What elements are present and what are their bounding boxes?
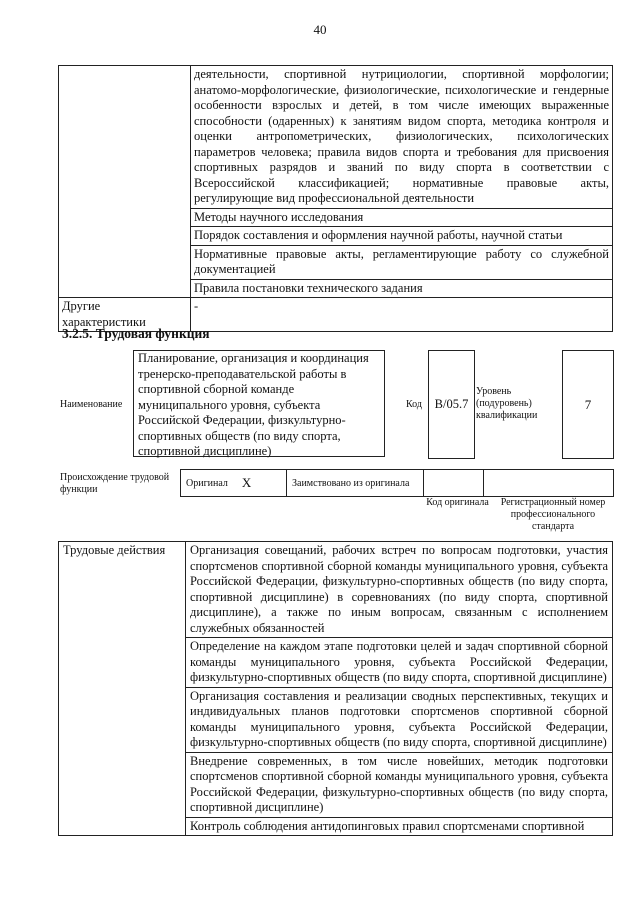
labor-action-item: Определение на каждом этапе подготовки целей и задач спортивной сборной команды муниципального уровня, субъекта Российской Федерации, физкультурно-спортивных обществ (по виду спорта, спортивной дисциплине)	[186, 638, 613, 688]
origin-label: Происхождение трудовой функции	[60, 472, 170, 495]
original-mark: X	[241, 475, 252, 490]
labor-action-item: Организация составления и реализации сводных перспективных, текущих и индивидуальных планов подготовки спортсменов спортивной сборной команды муниципального уровня, субъекта Российской Федерации, физкультурно-спортивных обществ (по виду спорта, спортивной дисциплине)	[186, 687, 613, 752]
code-value: B/05.7	[428, 350, 475, 459]
knowledge-label-cell	[59, 66, 191, 298]
knowledge-cell: Методы научного исследования	[191, 208, 613, 227]
knowledge-cell: Порядок составления и оформления научной работы, научной статьи	[191, 227, 613, 246]
code-label: Код	[406, 399, 422, 410]
labor-actions-table	[58, 541, 613, 836]
labor-action-item: Организация совещаний, рабочих встреч по вопросам подготовки, участия спортсменов спортивной сборной команды муниципального уровня, субъекта Российской Федерации, физкультурно-спортивных обществ (по виду спорта, спортивной дисциплине) в соревнованиях (по виду спорта, спортивной дисциплине), а также по иным вопросам, связанным с исполнением служебных обязанностей	[186, 542, 613, 638]
level-label: Уровень (подуровень) квалификации	[476, 386, 538, 421]
section-heading: 3.2.5. Трудовая функция	[62, 326, 210, 341]
page-number: 40	[313, 22, 327, 37]
original-code-cell	[424, 470, 484, 496]
borrowed-cell	[287, 470, 424, 496]
origin-row	[180, 469, 614, 497]
name-label: Наименование	[60, 399, 123, 410]
original-code-caption: Код оригинала	[426, 497, 489, 508]
labor-action-item: Контроль соблюдения антидопинговых правил спортсменами спортивной	[186, 817, 613, 836]
registration-number-cell	[484, 470, 613, 496]
other-characteristics-label: Другие характеристики	[59, 298, 191, 332]
level-value: 7	[562, 350, 614, 459]
registration-number-caption: Регистрационный номер профессионального стандарта	[500, 497, 606, 532]
knowledge-table	[58, 65, 613, 332]
other-characteristics-value: -	[191, 298, 613, 332]
knowledge-cell: деятельности, спортивной нутрициологии, спортивной морфологии; анатомо-морфологические, физиологические, психологические и гендерные особенности взрослых и детей, в том числе имеющих выраженные способности (одаренных) к занятиям видом спорта, методика контроля и оценки антропометрических, физиологических, психологических параметров человека; правила видов спорта и требования для присвоения спортивных разрядов и званий по виду спорта в соответствии с Всероссийской классификацией; нормативные правовые акты, регулирующие вид профессиональной деятельности	[191, 66, 613, 209]
labor-action-item: Внедрение современных, в том числе новейших, методик подготовки спортсменов спортивной сборной команды муниципального уровня, субъекта Российской Федерации, физкультурно-спортивных обществ (по виду спорта, спортивной дисциплине)	[186, 752, 613, 817]
function-name-value: Планирование, организация и координация тренерско-преподавательской работы в спортивной сборной команде муниципального уровня, субъекта Российской Федерации, физкультурно-спортивных обществ (по виду спорта, спортивной дисциплине)	[133, 350, 385, 457]
original-cell	[181, 470, 287, 496]
knowledge-cell: Правила постановки технического задания	[191, 279, 613, 298]
borrowed-label: Заимствовано из оригинала	[292, 477, 410, 489]
original-label: Оригинал	[186, 477, 228, 489]
knowledge-cell: Нормативные правовые акты, регламентирующие работу со служебной документацией	[191, 245, 613, 279]
labor-actions-label: Трудовые действия	[59, 542, 186, 836]
